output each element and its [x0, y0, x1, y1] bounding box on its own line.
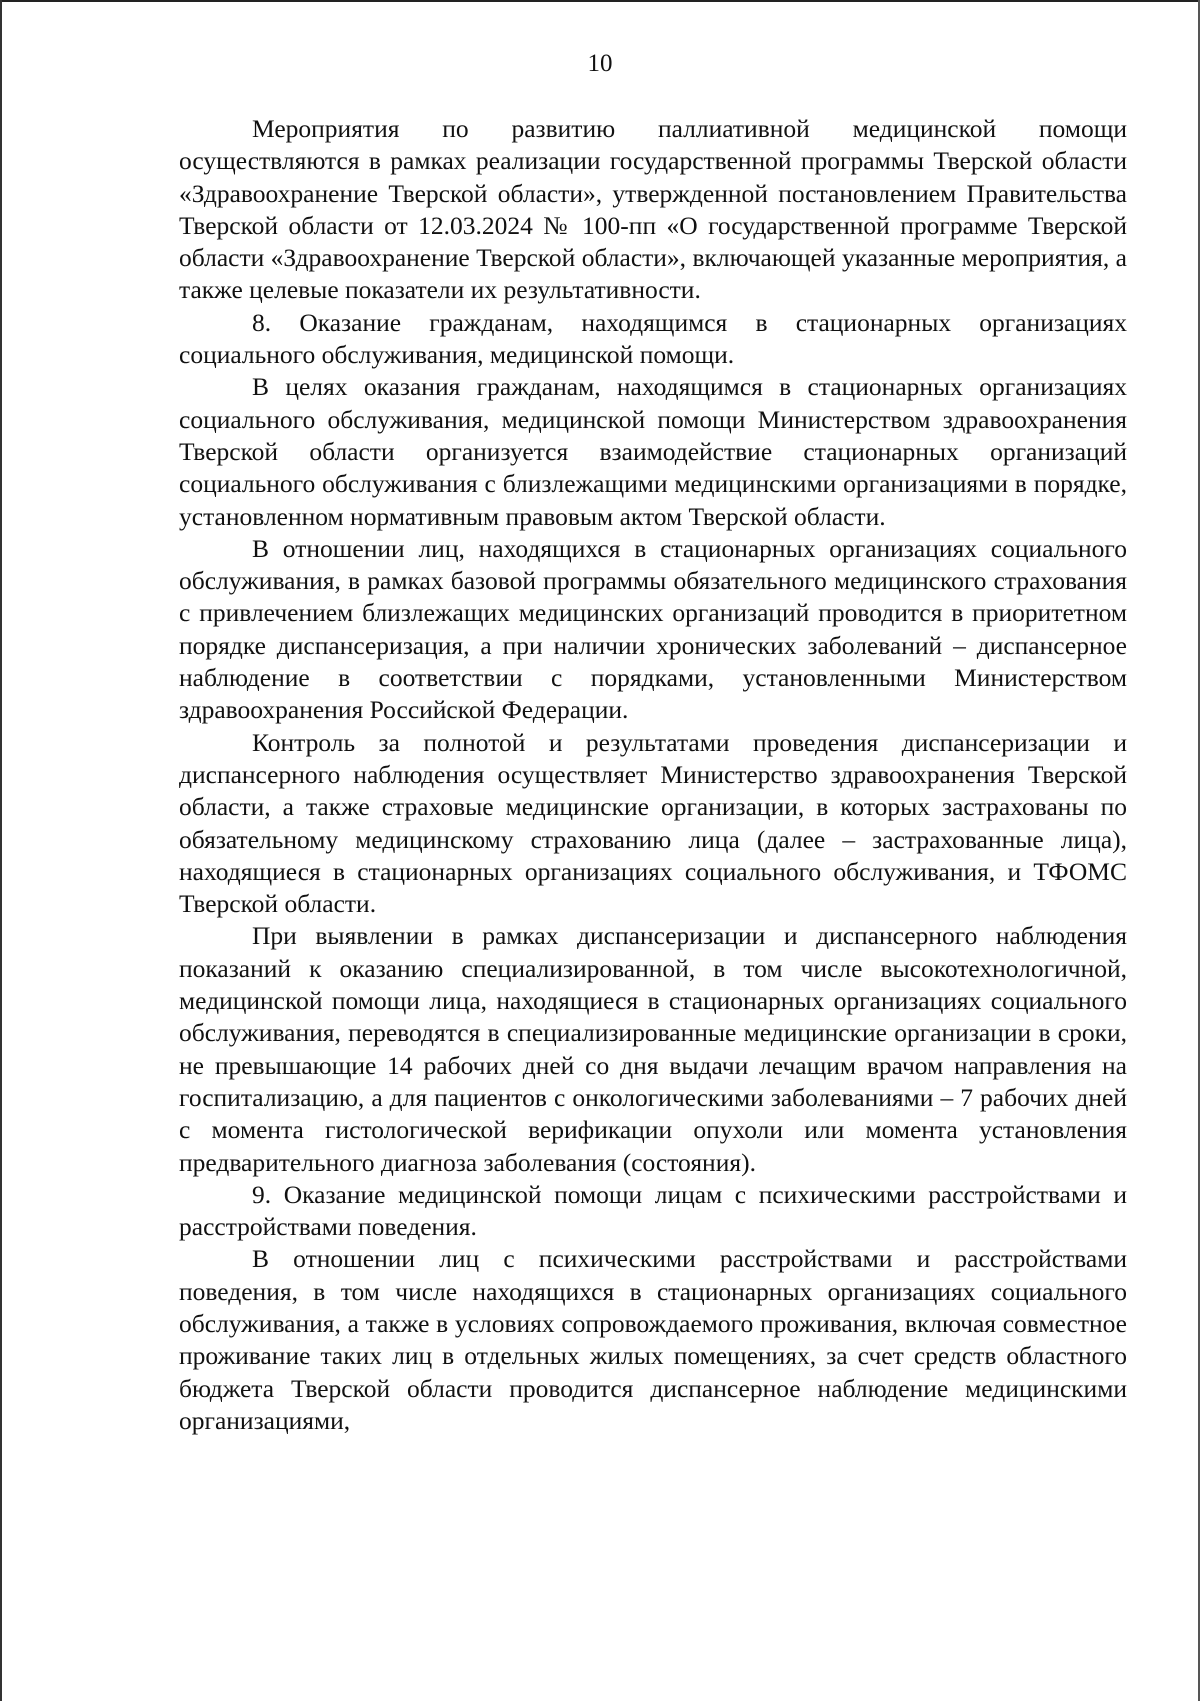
paragraph-interaction: В целях оказания гражданам, находящимся в стационарных организациях социального обслуживания, медицинской помощи Министерством здравоохранения Тверской области организуется взаимодействие стационарных организаций социального обслуживания с близлежащими медицинскими организациями в порядке, установленном нормативным правовым актом Тверской области. — [179, 372, 1127, 531]
paragraph-section-8-heading: 8. Оказание гражданам, находящимся в стационарных организациях социального обслуживания, медицинской помощи. — [179, 307, 1127, 370]
paragraph-mental-disorders: В отношении лиц с психическими расстройствами и расстройствами поведения, в том числе находящихся в стационарных организациях социального обслуживания, а также в условиях сопровождаемого проживания, включая совместное проживание таких лиц в отдельных жилых помещениях, за счет средств областного бюджета Тверской области проводится диспансерное наблюдение медицинскими организациями, — [179, 1244, 1127, 1435]
paragraph-section-9-heading: 9. Оказание медицинской помощи лицам с психическими расстройствами и расстройствами поведения. — [179, 1179, 1127, 1242]
page-left-edge — [0, 0, 2, 1701]
paragraph-palliative-care: Мероприятия по развитию паллиативной медицинской помощи осуществляются в рамках реализации государственной программы Тверской области «Здравоохранение Тверской области», утвержденной постановлением Правительства Тверской области от 12.03.2024 № 100-пп «О государственной программе Тверской области «Здравоохранение Тверской области», включающей указанные мероприятия, а также целевые показатели их результативности. — [179, 114, 1127, 305]
paragraph-hospitalization: При выявлении в рамках диспансеризации и диспансерного наблюдения показаний к оказанию специализированной, в том числе высокотехнологичной, медицинской помощи лица, находящиеся в стационарных организациях социального обслуживания, переводятся в специализированные медицинские организации в сроки, не превышающие 14 рабочих дней со дня выдачи лечащим врачом направления на госпитализацию, а для пациентов с онкологическими заболеваниями – 7 рабочих дней с момента гистологической верификации опухоли или момента установления предварительного диагноза заболевания (состояния). — [179, 921, 1127, 1177]
page-number: 10 — [587, 50, 613, 77]
page-top-edge — [0, 0, 1200, 2]
paragraph-dispensarization: В отношении лиц, находящихся в стационарных организациях социального обслуживания, в рамках базовой программы обязательного медицинского страхования с привлечением близлежащих медицинских организаций проводится в приоритетном порядке диспансеризация, а при наличии хронических заболеваний – диспансерное наблюдение в соответствии с порядками, установленными Министерством здравоохранения Российской Федерации. — [179, 533, 1127, 725]
paragraph-control: Контроль за полнотой и результатами проведения диспансеризации и диспансерного наблюдения осуществляет Министерство здравоохранения Тверской области, а также страховые медицинские организации, в которых застрахованы по обязательному медицинскому страхованию лица (далее – застрахованные лица), находящиеся в стационарных организациях социального обслуживания, и ТФОМС Тверской области. — [179, 727, 1127, 919]
document-body — [179, 113, 1127, 1437]
